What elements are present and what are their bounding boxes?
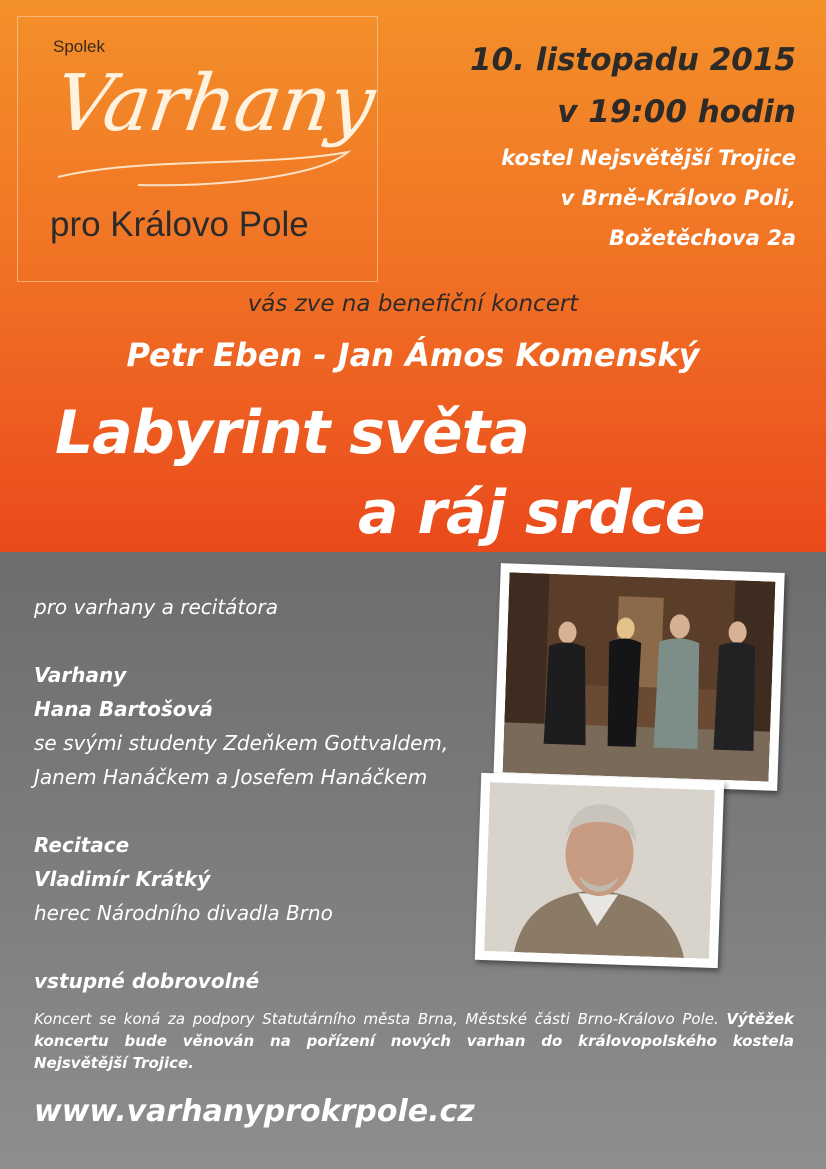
event-place-line: v Brně-Královo Poli, [560, 186, 796, 210]
reciter-portrait-photo [475, 773, 724, 968]
program-for-whom: pro varhany a recitátora [34, 595, 278, 619]
organ-player: Hana Bartošová [34, 697, 214, 721]
event-place-line: kostel Nejsvětější Trojice [501, 146, 796, 170]
organization-logo [17, 16, 378, 282]
logo-subtitle: pro Královo Pole [50, 205, 309, 244]
church-interior-group-image [503, 572, 776, 781]
footer-note [34, 1008, 794, 1074]
admission-note: vstupné dobrovolné [34, 969, 260, 993]
reciter-name: Vladimír Krátký [34, 867, 211, 891]
composer-authors: Petr Eben - Jan Ámos Komenský [126, 336, 700, 374]
reciter-portrait-image [484, 782, 715, 959]
concert-title-line-1: Labyrint světa [55, 398, 529, 468]
logo-spolek-label: Spolek [53, 37, 105, 56]
logo-script-title: Varhany [49, 59, 380, 149]
concert-title-line-2: a ráj srdce [358, 478, 705, 548]
event-date: 10. listopadu 2015 [470, 42, 796, 78]
organ-students-line-1: se svými studenty Zdeňkem Gottvaldem, [34, 731, 449, 755]
performers-group-photo [493, 563, 784, 791]
website-link[interactable]: www.varhanyprokrpole.cz [34, 1094, 475, 1129]
event-info [470, 34, 796, 258]
proceeds-note: Výtěžek koncertu bude věnován na pořízení nových varhan do královopolského kostela Nejsvětější Trojice. [34, 1010, 794, 1072]
organ-heading: Varhany [34, 663, 127, 687]
reciter-role: herec Národního divadla Brno [34, 901, 333, 925]
event-time: v 19:00 hodin [557, 94, 796, 130]
recitation-heading: Recitace [34, 833, 130, 857]
support-note: Koncert se koná za podpory Statutárního města Brna, Městské části Brno-Královo Pole. [34, 1010, 719, 1028]
invitation-text: vás zve na benefiční koncert [247, 291, 579, 317]
event-place-line: Božetěchova 2a [609, 226, 796, 250]
program-details [34, 590, 448, 998]
organ-students-line-2: Janem Hanáčkem a Josefem Hanáčkem [34, 765, 428, 789]
